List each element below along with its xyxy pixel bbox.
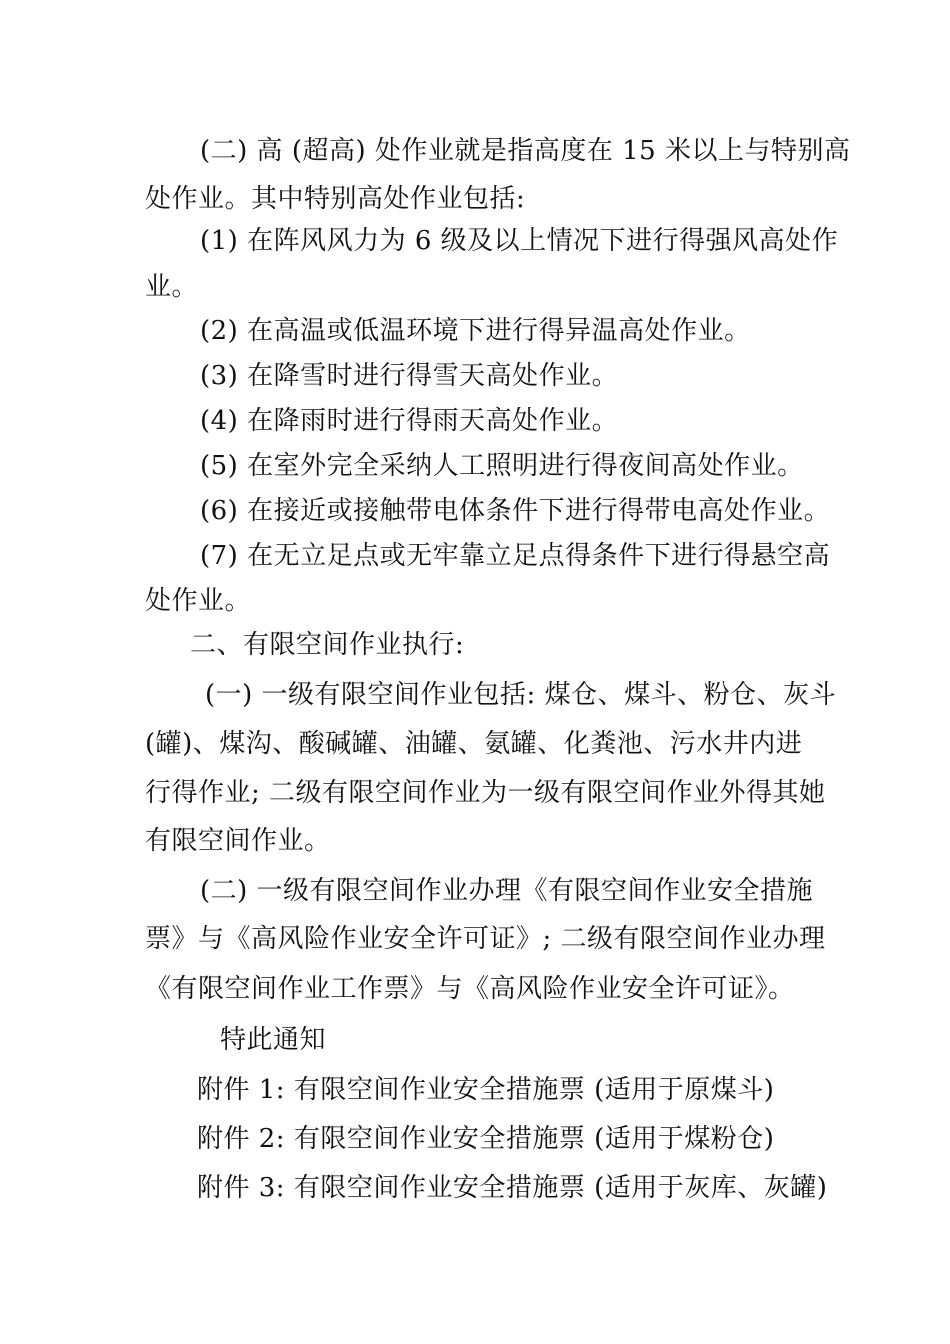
attachment-line: 附件 2: 有限空间作业安全措施票 (适用于煤粉仓): [197, 1124, 775, 1154]
paragraph-line: 行得作业; 二级有限空间作业为一级有限空间作业外得其她: [145, 778, 826, 808]
paragraph-line: (二) 一级有限空间作业办理《有限空间作业安全措施: [200, 876, 814, 906]
notice-closing: 特此通知: [220, 1025, 327, 1055]
attachment-line: 附件 3: 有限空间作业安全措施票 (适用于灰库、灰罐): [197, 1173, 828, 1203]
paragraph-line: 有限空间作业。: [145, 826, 331, 856]
list-item-line: (7) 在无立足点或无牢靠立足点得条件下进行得悬空高: [200, 541, 831, 571]
list-item-line: 业。: [145, 272, 199, 302]
paragraph-line: (罐)、煤沟、酸碱罐、油罐、氨罐、化粪池、污水井内进: [145, 729, 803, 759]
list-item-line: (6) 在接近或接触带电体条件下进行得带电高处作业。: [200, 496, 831, 526]
list-item-line: (1) 在阵风风力为 6 级及以上情况下进行得强风高处作: [200, 226, 839, 256]
paragraph-line: 处作业。其中特别高处作业包括:: [145, 184, 526, 214]
list-item-line: (5) 在室外完全采纳人工照明进行得夜间高处作业。: [200, 451, 804, 481]
paragraph-line: 票》与《高风险作业安全许可证》; 二级有限空间作业办理: [145, 924, 826, 954]
paragraph-line: (一) 一级有限空间作业包括: 煤仓、煤斗、粉仓、灰斗: [205, 680, 837, 710]
attachment-line: 附件 1: 有限空间作业安全措施票 (适用于原煤斗): [197, 1075, 775, 1105]
list-item-line: (4) 在降雨时进行得雨天高处作业。: [200, 406, 619, 436]
list-item-line: (2) 在高温或低温环境下进行得异温高处作业。: [200, 316, 751, 346]
list-item-line: 处作业。: [145, 586, 252, 616]
list-item-line: (3) 在降雪时进行得雪天高处作业。: [200, 361, 619, 391]
section-heading: 二、有限空间作业执行:: [190, 630, 465, 660]
paragraph-line: (二) 高 (超高) 处作业就是指高度在 15 米以上与特别高: [200, 136, 851, 166]
paragraph-line: 《有限空间作业工作票》与《高风险作业安全许可证》。: [145, 974, 795, 1004]
